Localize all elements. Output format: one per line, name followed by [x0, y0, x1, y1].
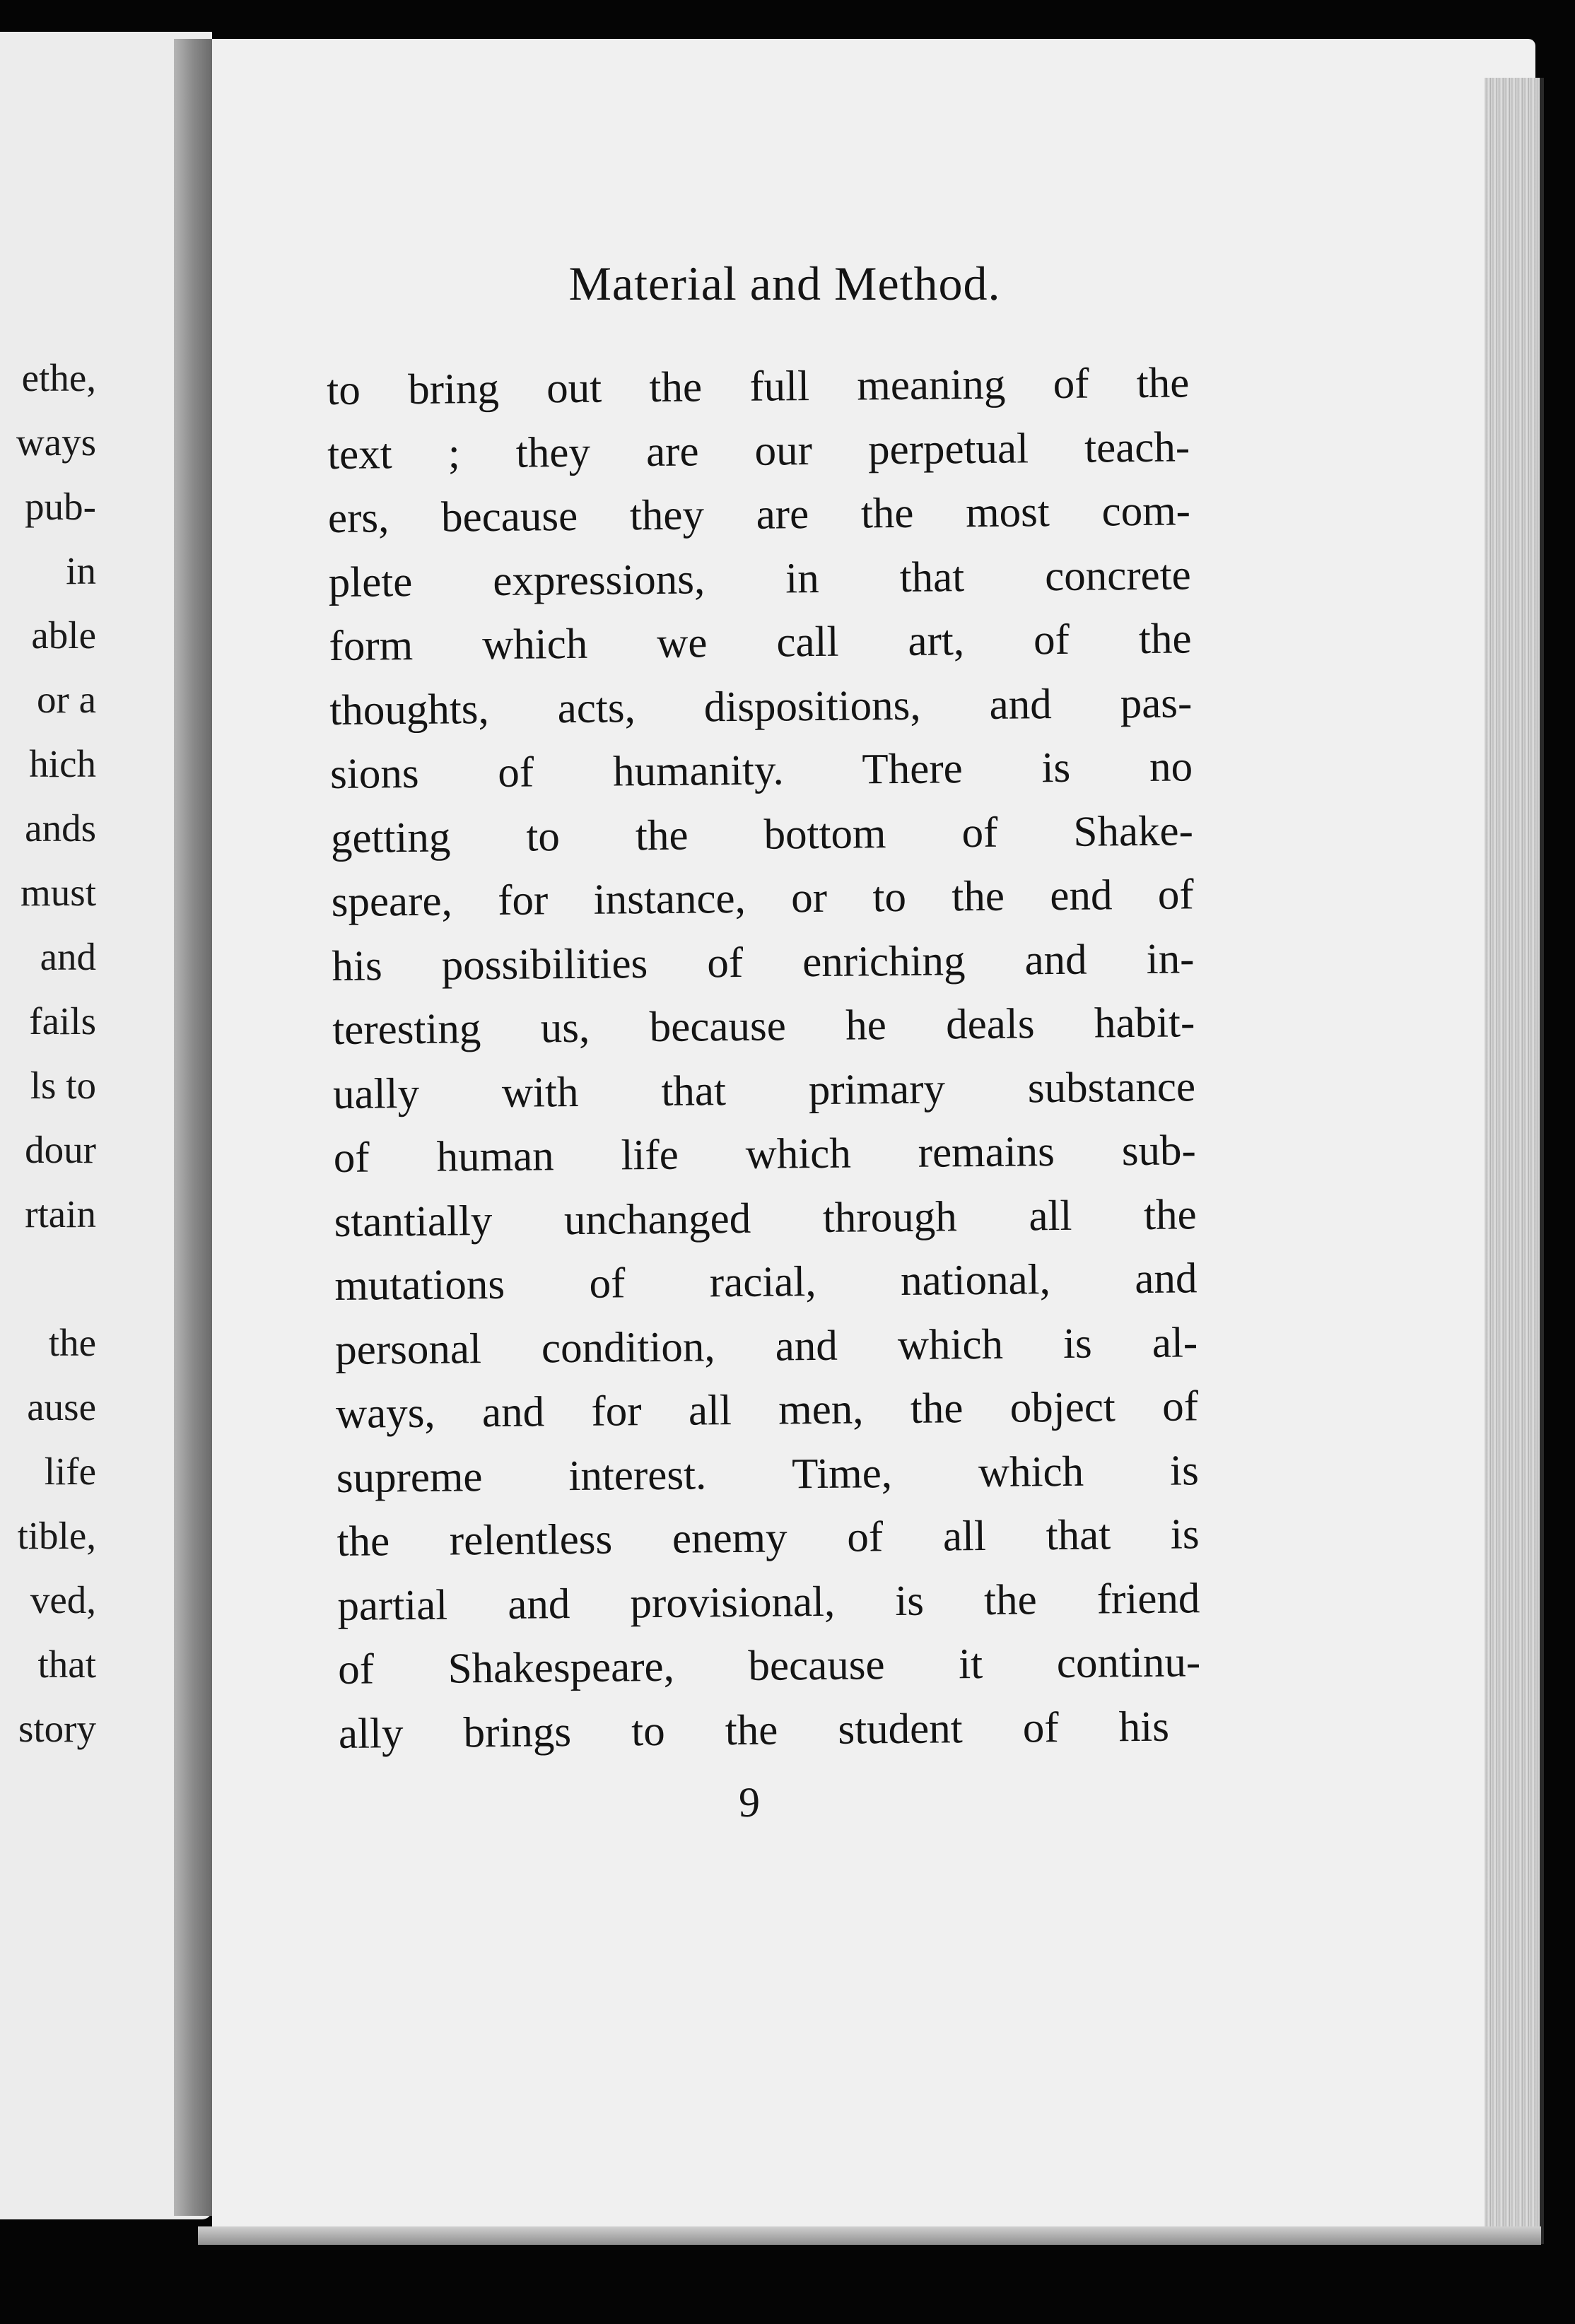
left-page-line: dour: [25, 1128, 96, 1171]
text-line: sions of humanity. There is no: [329, 743, 1193, 798]
page-bottom-edge: [198, 2226, 1541, 2245]
text-line: ally brings to the student of his: [338, 1703, 1170, 1758]
text-line: of human life which remains sub-: [333, 1127, 1197, 1182]
left-page-line: pub-: [25, 485, 96, 528]
left-page-line: ways: [16, 421, 96, 464]
left-page-line: tible,: [17, 1514, 96, 1557]
text-line: of Shakespeare, because it continu-: [337, 1638, 1201, 1694]
left-page-line: that: [37, 1643, 96, 1686]
text-line: speare, for instance, or to the end of: [331, 871, 1194, 926]
text-line: his possibilities of enriching and in-: [332, 934, 1195, 990]
running-head: Material and Method.: [568, 257, 1001, 310]
left-page-line: ause: [27, 1385, 96, 1428]
left-page-line: and: [40, 935, 96, 978]
left-page-line: or a: [37, 678, 96, 721]
text-line: getting to the bottom of Shake-: [330, 806, 1194, 862]
left-page-line: ls to: [30, 1064, 96, 1107]
left-page-line: ands: [25, 806, 96, 850]
text-line: form which we call art, of the: [329, 615, 1192, 670]
left-page-line: able: [31, 614, 96, 657]
left-page-text: [0, 346, 96, 1761]
text-line: teresting us, because he deals habit-: [332, 999, 1195, 1054]
text-line: mutations of racial, national, and: [334, 1255, 1198, 1310]
text-line: to bring out the full meaning of the: [327, 359, 1190, 414]
text-line: the relentless enemy of all that is: [336, 1510, 1200, 1566]
left-page-line: life: [44, 1450, 96, 1493]
body-text: [327, 351, 1201, 1766]
text-line: plete expressions, in that concrete: [328, 551, 1192, 606]
text-line: ually with that primary substance: [332, 1062, 1196, 1118]
text-line: thoughts, acts, dispositions, and pas-: [329, 679, 1193, 734]
left-page-line: hich: [29, 742, 96, 785]
left-page-line: ethe,: [21, 356, 96, 399]
left-page-line: story: [18, 1707, 96, 1750]
text-line: partial and provisional, is the friend: [337, 1574, 1200, 1630]
left-page-line: fails: [29, 999, 96, 1043]
text-line: supreme interest. Time, which is: [336, 1446, 1200, 1502]
text-line: ers, because they are the most com-: [327, 487, 1191, 542]
text-line: text ; they are our perpetual teach-: [327, 423, 1190, 479]
left-page-line: ved,: [30, 1578, 96, 1621]
text-line: stantially unchanged through all the: [334, 1190, 1197, 1246]
text-line: ways, and for all men, the object of: [335, 1383, 1199, 1438]
text-line: personal condition, and which is al-: [334, 1318, 1198, 1374]
left-page-line: in: [66, 549, 96, 592]
left-page-line: rtain: [25, 1192, 96, 1236]
left-page-line: must: [21, 871, 96, 914]
left-page-line: [0, 1246, 96, 1310]
page-number: 9: [739, 1779, 760, 1826]
page-edges: [1485, 78, 1544, 2244]
left-page-line: the: [48, 1321, 96, 1364]
